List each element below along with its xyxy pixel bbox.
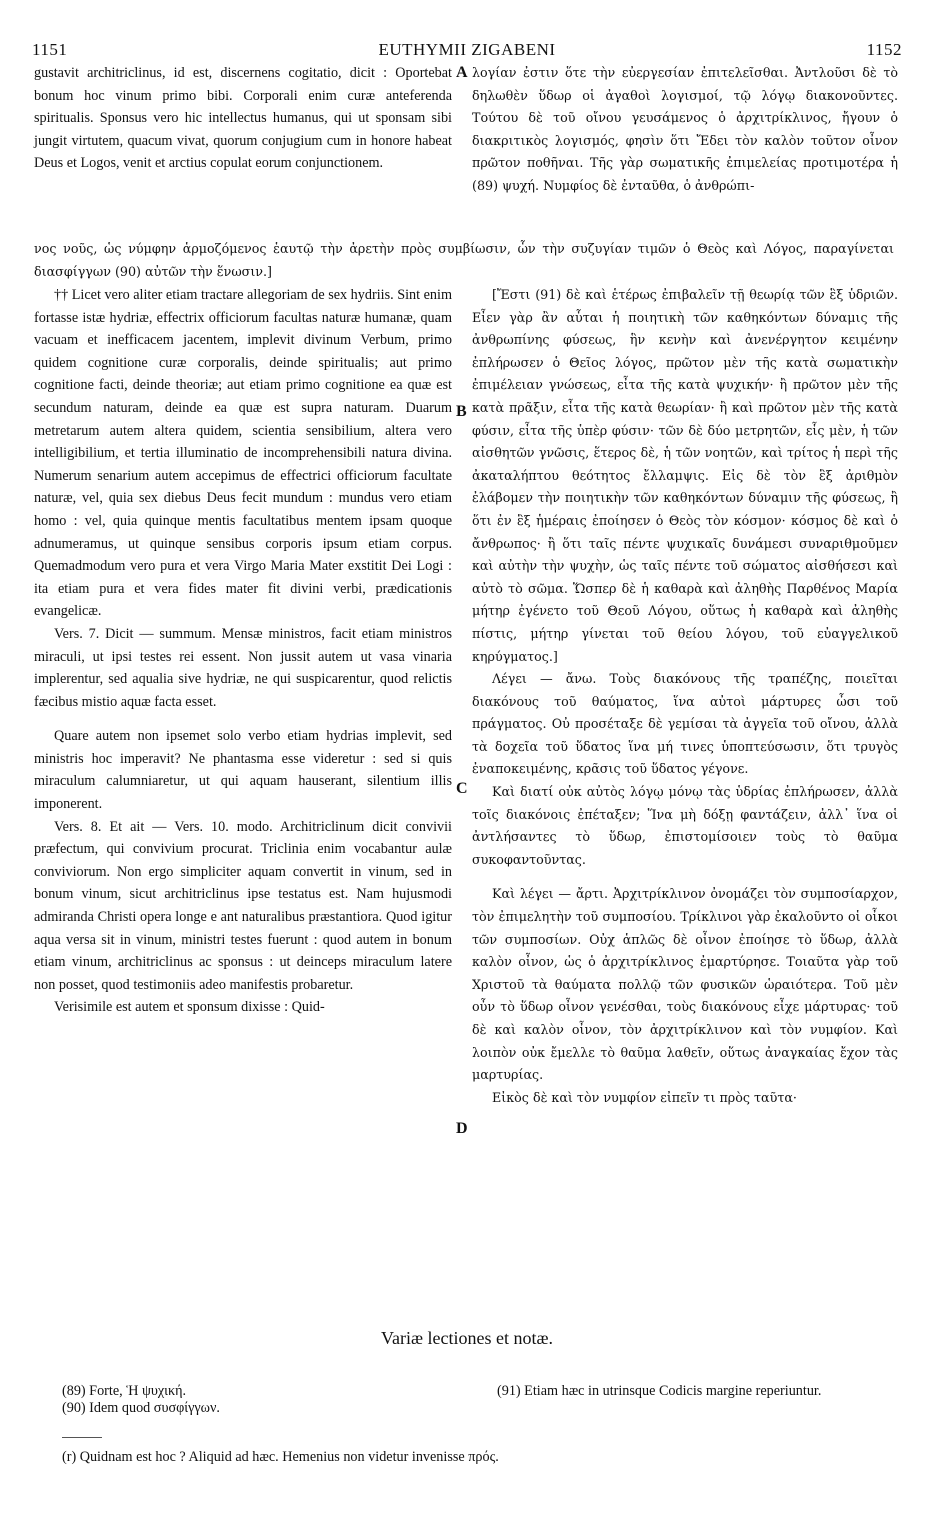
- note-89: (89) Forte, Ἡ ψυχική.: [62, 1383, 187, 1399]
- footnote-rule: [62, 1437, 102, 1438]
- greek-paragraph-5: Καὶ λέγει — ἄρτι. Ἀρχιτρίκλινον ὀνομάζει τὸν συμποσίαρχον, τὸν ἐπιμελητὴν τοῦ συμποσίου. Τρίκλινοι γὰρ ἐκαλοῦντο οἱ οἶκοι τῶν συμποσίων. Οὐχ ἁπλῶς δὲ οἶνον ἐποίησε τὸ ὕδωρ, ἀλλὰ καλὸν οἶνον, ὡς ὁ ἀρχιτρίκλινος ἐμαρτύρησε. Τοιαῦτα γὰρ τοῦ Χριστοῦ τὰ θαύματα πολλῷ τῶν φυσικῶν ὡραιότερα. Τοῦ μὲν οὖν τὸ ὕδωρ οἶνον γενέσθαι, τοὺς διακόνους εἶχε μάρτυρας· τοῦ δὲ καὶ καλὸν οἶνον, τὸν ἀρχιτρίκλινον καὶ τὸν νυμφίον. Καὶ λοιπὸν οὐκ ἔμελλε τὸ θαῦμα λαθεῖν, οὕτως ἀναγκαίας ἔχον τὰς μαρτυρίας.: [472, 886, 898, 1083]
- footnote-r: (r) Quidnam est hoc ? Aliquid ad hæc. Hemenius non videtur invenisse πρός.: [62, 1449, 499, 1465]
- greek-paragraph-1: λογίαν ἐστιν ὅτε τὴν εὐεργεσίαν ἐπιτελεῖσθαι. Ἀντλοῦσι δὲ τὸ δηλωθὲν ὕδωρ οἱ ἀγαθοὶ λογισμοί, τῷ λόγῳ διακονοῦντες. Τούτου δὲ τοῦ οἴνου γευσάμενος ὁ ἀρχιτρίκλινος, ἤγουν ὁ διακριτικὸς λογισμός, φησὶν ὅτι Ἔδει τὸν καλὸν τοῦτον οἶνον πρῶτον ποθῆναι. Τῆς γὰρ σωματικῆς ἐπιμελείας προτιμοτέρα ἡ (89) ψυχή. Νυμφίος δὲ ἐνταῦθα, ὁ ἀνθρώπι-: [472, 65, 898, 193]
- right-page-number: 1152: [866, 40, 902, 59]
- latin-paragraph-2: †† Licet vero aliter etiam tractare allegoriam de sex hydriis. Sint enim fortasse istæ hydriæ, effectrix officiorum facultas naturæ humanæ, quam vacuam et inefficacem jacentem, implevit divinum Verbum, primo quidem cognitione curæ corporalis, deinde spiritualis; aut primo cognitione facti, deinde theoriæ; aut etiam primo cognitione ea quæ est secundum naturam, deinde ea quæ est supra naturam. Duarum metretarum autem altera quidem, scientia sensibilium, altera vero intelligibilium, et tertia illuminatio de incomprehensibili natura divina. Numerum senarium autem accepimus de effectrici officiorum facultate naturæ, vel, quia sex diebus Deus fecit mundum : mundus vero etiam homo : vel, quia quinque mentis facultatibus mentem ipsam quoque adnumeramus, ut quinque sensibus corporis ipsum etiam corpus. Quemadmodum vero pura et vera Virgo Maria Mater exstitit Dei Logi : ita etiam pura et vera fides mater fit divini verbi, prædicationis evangelicæ.: [34, 287, 452, 620]
- latin-column-bottom: [34, 284, 452, 1019]
- running-title: EUTHYMII ZIGABENI: [378, 40, 556, 59]
- latin-paragraph-6: Verisimile est autem et sponsum dixisse : Quid-: [54, 999, 325, 1016]
- greek-paragraph-3: Λέγει — ἄνω. Τοὺς διακόνους τῆς τραπέζης, ποιεῖται διακόνους τοῦ θαύματος, ἵνα αὐτοὶ μάρτυρες ὦσι τοῦ πράγματος. Οὐ προσέταξε δὲ γεμίσαι τὰ ἀγγεῖα τοῦ οἴνου, ἀλλὰ τὰ δοχεῖα τοῦ ὕδατος ἵνα μή τινες ὑποπτεύσωσιν, ὅτι τρυγὸς ἐναποκειμένης, κρᾶσις τοῦ ὕδατος γέγονε.: [472, 671, 898, 777]
- latin-paragraph-5: Vers. 8. Et ait — Vers. 10. modo. Architriclinum dicit convivii præfectum, qui convivium procurat. Triclinia enim vocabantur aulæ conviviorum. Non ergo simpliciter aquam convertit in vinum, sed in bonum vinum, sicut architriclinus ipse testatus est. Nam hujusmodi admiranda Christi opera longe e ant naturalibus præstantiora. Quod igitur aqua versa sit in vinum, ministri testes fuerunt : quod autem in bonum etiam vinum, architriclinus ac sponsus : ut deinceps miraculum latere non posset, quod testimoniis adeo manifestis probaretur.: [34, 818, 452, 993]
- margin-letter-b: B: [456, 403, 467, 420]
- greek-bridge-line: νος νοῦς, ὡς νύμφην ἁρμοζόμενος ἑαυτῷ τὴν ἀρετὴν πρὸς συμβίωσιν, ὧν τὴν συζυγίαν τιμῶν ὁ Θεὸς καὶ Λόγος, παραγίνεται διασφίγγων (90) αὐτῶν τὴν ἕνωσιν.]: [34, 241, 894, 279]
- margin-letter-c: C: [456, 780, 468, 797]
- note-91: (91) Etiam hæc in utrinsque Codicis margine reperiuntur.: [497, 1383, 822, 1399]
- margin-letter-a: A: [456, 64, 468, 81]
- greek-paragraph-6: Εἰκὸς δὲ καὶ τὸν νυμφίον εἰπεῖν τι πρὸς ταῦτα·: [492, 1089, 797, 1105]
- notes-left: [62, 1383, 442, 1417]
- notes-right: [497, 1383, 897, 1400]
- notes-title: Variæ lectiones et notæ.: [381, 1328, 553, 1348]
- greek-column-bottom: [472, 284, 898, 1109]
- greek-paragraph-2: [Ἔστι (91) δὲ καὶ ἑτέρως ἐπιβαλεῖν τῇ θεωρίᾳ τῶν ἓξ ὑδριῶν. Εἶεν γὰρ ἂν αὗται ἡ ποιητικὴ τῶν καθηκόντων δύναμις τῆς ἀνθρωπίνης φύσεως, ἣν κενὴν καὶ ἀνενέργητον κειμένην ἐπλήρωσεν ὁ Θεῖος λόγος, πρῶτον μὲν τῆς κατὰ σωματικὴν ἐπιμέλειαν γνώσεως, εἶτα τῆς κατὰ ψυχικήν· ἢ πρῶτον μὲν τῆς κατὰ πρᾶξιν, εἶτα τῆς κατὰ θεωρίαν· ἢ καὶ πρῶτον μὲν τῆς κατὰ φύσιν, εἶτα τῆς ὑπὲρ φύσιν· τῶν δὲ δύο μετρητῶν, εἷς μὲν, ἡ τῶν αἰσθητῶν γνῶσις, ἕτερος δὲ, ἡ τῶν νοητῶν, καὶ τρίτος ἡ περὶ τῆς ἀκαταλήπτου θεότητος ἔλλαμψις. Εἰς δὲ τὸν ἓξ ἀριθμὸν ἐλάβομεν τὴν ποιητικὴν τῶν καθηκόντων δύναμιν τῆς φύσεως, ἢ ὅτι ἐν ἓξ ἡμέραις ἐποίησεν ὁ Θεὸς τὸν κόσμον· κόσμος δὲ καὶ ὁ ἄνθρωπος· ἢ ὅτι ταῖς πέντε ψυχικαῖς δυνάμεσι συναριθμοῦμεν καὶ αὐτὴν τὴν ψυχὴν, ὡς ταῖς πέντε τοῦ σώματος αἰσθήσεσι καὶ αὐτὸ τὸ σῶμα. Ὥσπερ δὲ ἡ καθαρὰ καὶ ἀληθὴς Παρθένος Μαρία μήτηρ ἐγένετο τοῦ Θεοῦ Λόγου, οὕτως ἡ καθαρὰ καὶ ἀληθὴς πίστις, μήτηρ γίνεται τοῦ θείου λόγου, τοῦ εὐαγγελικοῦ κηρύγματος.]: [472, 287, 898, 664]
- note-90: (90) Idem quod συσφίγγων.: [62, 1400, 220, 1416]
- greek-column-top: [472, 62, 898, 198]
- latin-column-top: [34, 62, 452, 175]
- left-page-number: 1151: [32, 40, 68, 59]
- running-header: [32, 40, 902, 62]
- greek-paragraph-4: Καὶ διατί οὐκ αὐτὸς λόγῳ μόνῳ τὰς ὑδρίας ἐπλήρωσεν, ἀλλὰ τοῖς διακόνοις ἐπέταξεν; Ἵνα μὴ δόξῃ φαντάζειν, ἀλλ᾽ ἵνα οἱ ἀντλήσαντες τὸ ὕδωρ, ἐπιστομίσοιεν τοὺς τὸ θαῦμα συκοφαντοῦντας.: [472, 784, 898, 867]
- latin-paragraph-3: Vers. 7. Dicit — summum. Mensæ ministros, facit etiam ministros miraculi, ut ipsi testes rei essent. Non jussit autem ut vasa vinaria implerentur, sed aqualia sive hydriæ, ne qui suspicarentur, quod relictis fæcibus mistio aquæ facta esset.: [34, 625, 452, 710]
- latin-paragraph-4: Quare autem non ipsemet solo verbo etiam hydrias implevit, sed ministris hoc imperavit? Ne phantasma esse videretur : sed si quis miraculum calumniaretur, ut qui aquam hauserant, silentium illis imponerent.: [34, 728, 452, 813]
- latin-paragraph-1: gustavit architriclinus, id est, discernens cogitatio, dicit : Oportebat bonum hoc vinum primo bibi. Corporali enim curæ anteferenda spiritualis. Sponsus vero hic intellectus humanus, qui ut sponsam sibi jungit virtutem, quacum vivat, quorum conjugium cum in honore habeat Deus et Logos, venit et arctius copulat eorum conjunctionem.: [34, 65, 452, 172]
- margin-letter-d: D: [456, 1120, 468, 1137]
